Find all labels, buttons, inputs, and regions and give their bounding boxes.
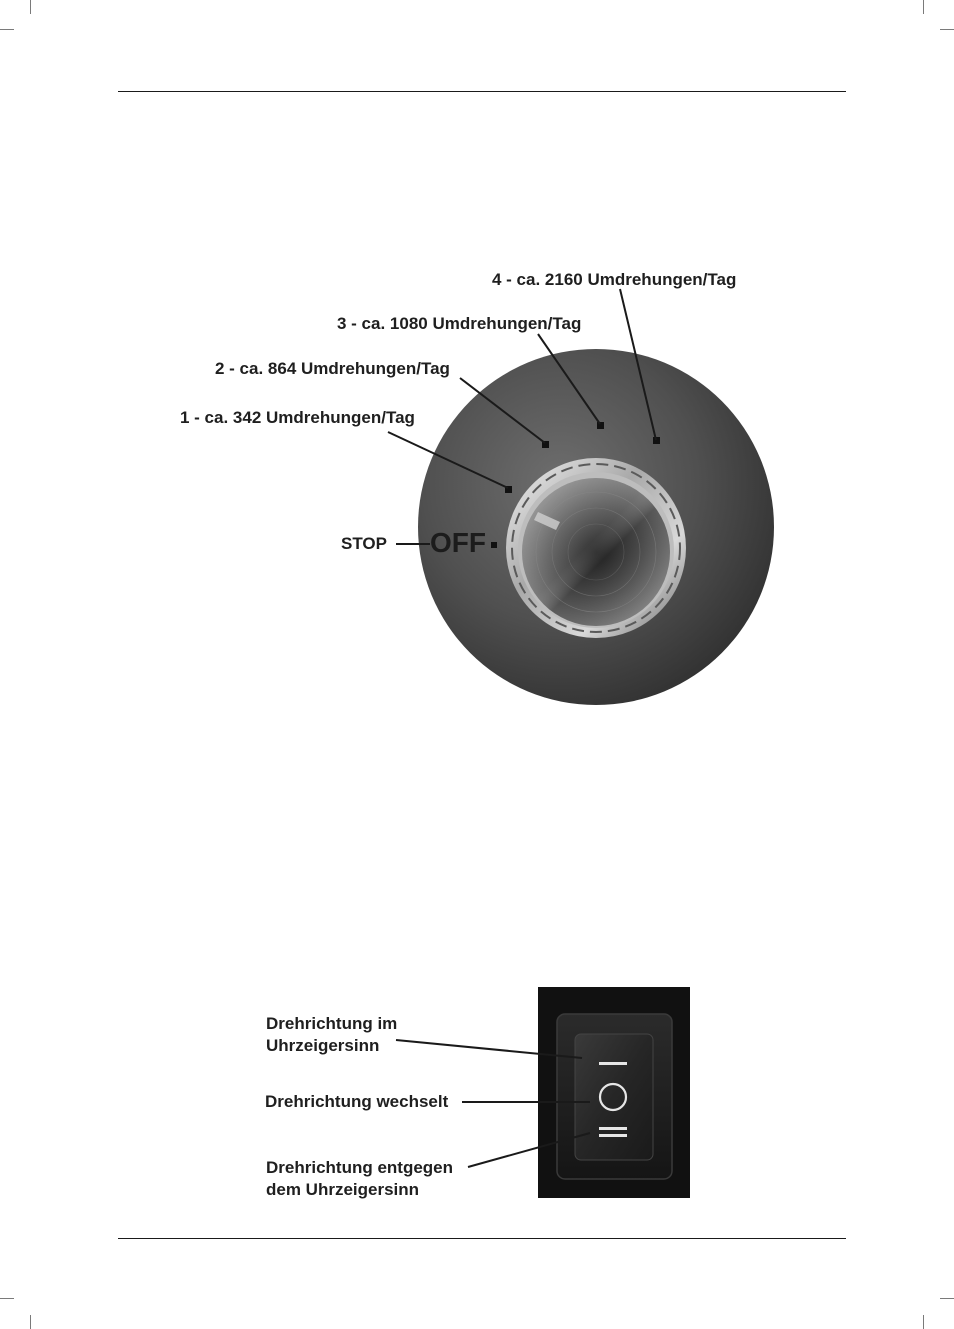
label-speed-4: 4 - ca. 2160 Umdrehungen/Tag bbox=[492, 270, 737, 289]
knob-off-marking: OFF bbox=[430, 527, 486, 558]
symbol-single-bar bbox=[599, 1062, 627, 1065]
label-clockwise bbox=[266, 1013, 397, 1057]
label-speed-3: 3 - ca. 1080 Umdrehungen/Tag bbox=[337, 314, 582, 333]
label-speed-1: 1 - ca. 342 Umdrehungen/Tag bbox=[180, 408, 415, 427]
symbol-double-bar-bottom bbox=[599, 1134, 627, 1137]
label-speed-2: 2 - ca. 864 Umdrehungen/Tag bbox=[215, 359, 450, 378]
label-counter-line2: dem Uhrzeigersinn bbox=[266, 1180, 420, 1199]
symbol-double-bar-top bbox=[599, 1127, 627, 1130]
label-change: Drehrichtung wechselt bbox=[265, 1092, 449, 1111]
label-clockwise-line1: Drehrichtung im bbox=[266, 1014, 398, 1033]
label-stop: STOP bbox=[341, 534, 387, 553]
label-clockwise-line2: Uhrzeigersinn bbox=[266, 1036, 380, 1055]
label-counter-clockwise bbox=[266, 1157, 453, 1201]
label-counter-line1: Drehrichtung entgegen bbox=[266, 1158, 454, 1177]
switch-rocker bbox=[575, 1034, 653, 1160]
